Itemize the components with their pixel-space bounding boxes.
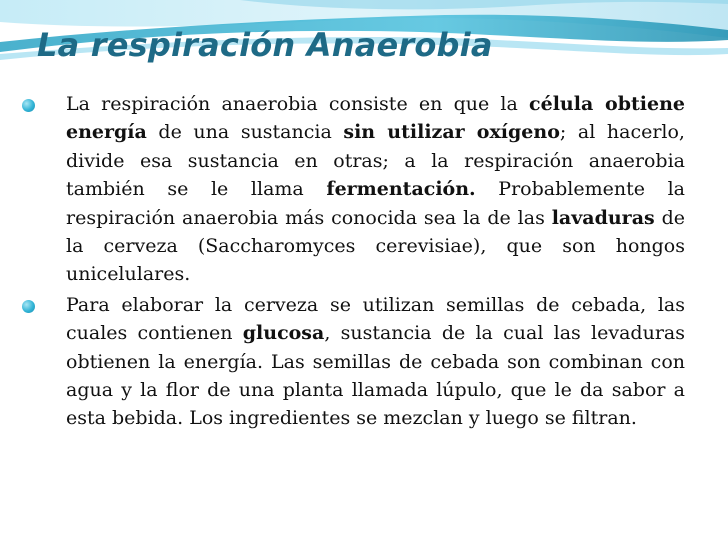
text-run: La respiración anaerobia consiste en que la xyxy=(66,93,530,115)
bullet-dot-icon xyxy=(22,300,35,313)
bullet-text xyxy=(66,90,685,289)
text-run: , sustancia de la cual las levaduras obtienen la energía. Las semillas de cebada son combinan con agua y la flor de una planta llamada lúpulo, que le da sabor a esta bebida. Los ingredientes se mezclan y luego se filtran. xyxy=(66,322,685,430)
text-run: Probablemente la respiración anaerobia más conocida sea la de las xyxy=(66,178,686,229)
text-run: ; al hacerlo, divide esa sustancia en otras; a la respiración anaerobia también se le llama xyxy=(66,121,685,201)
text-run: de la cerveza (Saccharomyces cerevisiae), que son hongos unicelulares. xyxy=(66,206,685,286)
bold-phrase: glucosa xyxy=(242,322,325,345)
bold-phrase: célula obtiene energía xyxy=(66,93,685,144)
slide-title: La respiración Anaerobia xyxy=(37,26,493,64)
bullet-item xyxy=(22,291,685,433)
bullet-dot-icon xyxy=(22,99,35,112)
text-run: Para elaborar la cerveza se utilizan semillas de cebada, las cuales contienen xyxy=(66,293,685,345)
bold-phrase: fermentación. xyxy=(326,178,476,201)
bold-phrase: lavaduras xyxy=(551,206,655,229)
bullet-list xyxy=(22,90,685,433)
bullet-text xyxy=(66,291,685,433)
text-run: de una sustancia xyxy=(146,121,344,144)
bold-phrase: sin utilizar oxígeno xyxy=(343,121,560,144)
bullet-item xyxy=(22,90,685,289)
